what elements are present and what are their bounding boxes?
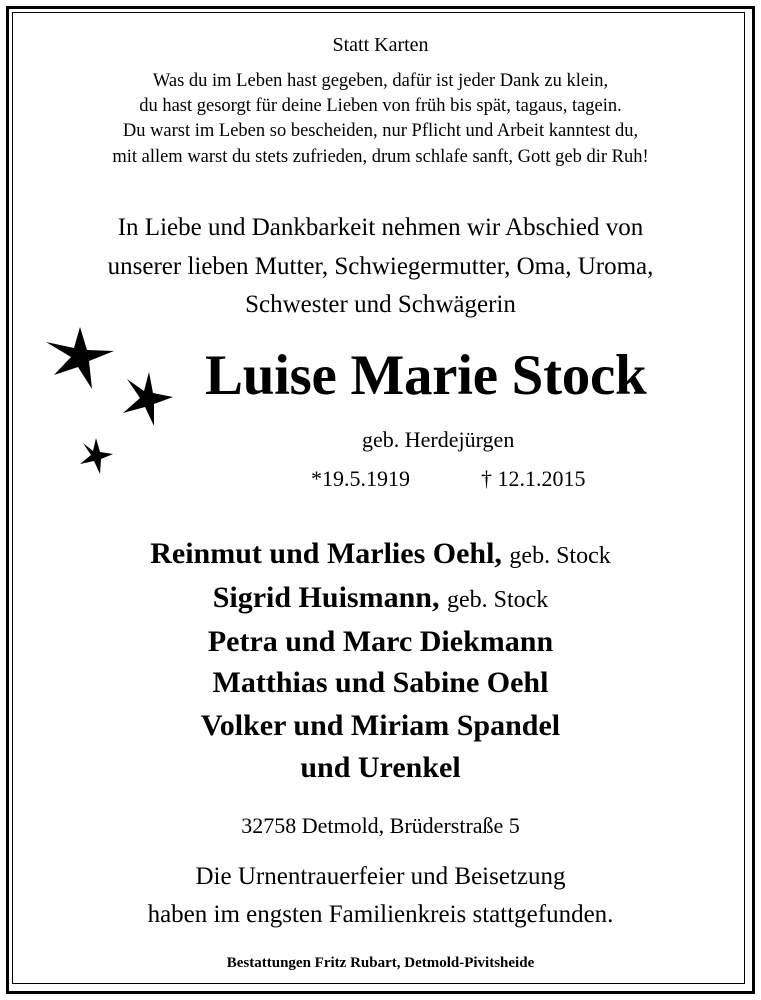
star-icon (118, 370, 176, 428)
birth-date: *19.5.1919 (311, 466, 410, 491)
birth-name: geb. Herdejürgen (362, 427, 515, 452)
mourner-birth-name: geb. Stock (446, 587, 549, 613)
death-date: † 12.1.2015 (481, 466, 586, 491)
poem-line: Du warst im Leben so bescheiden, nur Pflicht und Arbeit kanntest du, (122, 121, 639, 141)
mourner-line (0, 622, 761, 662)
star-icon (40, 320, 120, 395)
mourner-birth-name: geb. Stock (509, 543, 611, 569)
intro-line: Schwester und Schwägerin (245, 291, 516, 318)
address: 32758 Detmold, Brüderstraße 5 (241, 813, 520, 838)
mourner-name: Matthias und Sabine Oehl (212, 666, 549, 699)
mourner-line (0, 534, 761, 576)
deceased-name: Luise Marie Stock (205, 344, 647, 407)
notice-header: Statt Karten (332, 34, 429, 56)
poem-line: du hast gesorgt für deine Lieben von früh bis spät, tagaus, tagein. (139, 96, 622, 116)
mourner-name: Petra und Marc Diekmann (207, 625, 554, 658)
mourner-name: Reinmut und Marlies Oehl, (150, 537, 502, 570)
intro-line: unserer lieben Mutter, Schwiegermutter, Oma, Uroma, (107, 253, 654, 280)
poem-line: mit allem warst du stets zufrieden, drum schlafe sanft, Gott geb dir Ruh! (112, 147, 649, 167)
mourner-name: Sigrid Huismann, (212, 581, 440, 614)
ceremony-line: haben im engsten Familienkreis stattgefunden. (147, 901, 614, 928)
undertaker: Bestattungen Fritz Rubart, Detmold-Pivitsheide (226, 955, 535, 971)
mourner-line (0, 706, 761, 746)
mourner-line (0, 663, 761, 703)
mourner-name: und Urenkel (300, 751, 461, 784)
ceremony-line: Die Urnentrauerfeier und Beisetzung (195, 863, 566, 890)
mourner-line (0, 748, 761, 788)
star-icon (77, 436, 115, 476)
mourner-name: Volker und Miriam Spandel (200, 709, 561, 742)
poem-line: Was du im Leben hast gegeben, dafür ist jeder Dank zu klein, (152, 71, 609, 91)
intro-line: In Liebe und Dankbarkeit nehmen wir Abschied von (117, 214, 644, 241)
mourner-line (0, 578, 761, 620)
